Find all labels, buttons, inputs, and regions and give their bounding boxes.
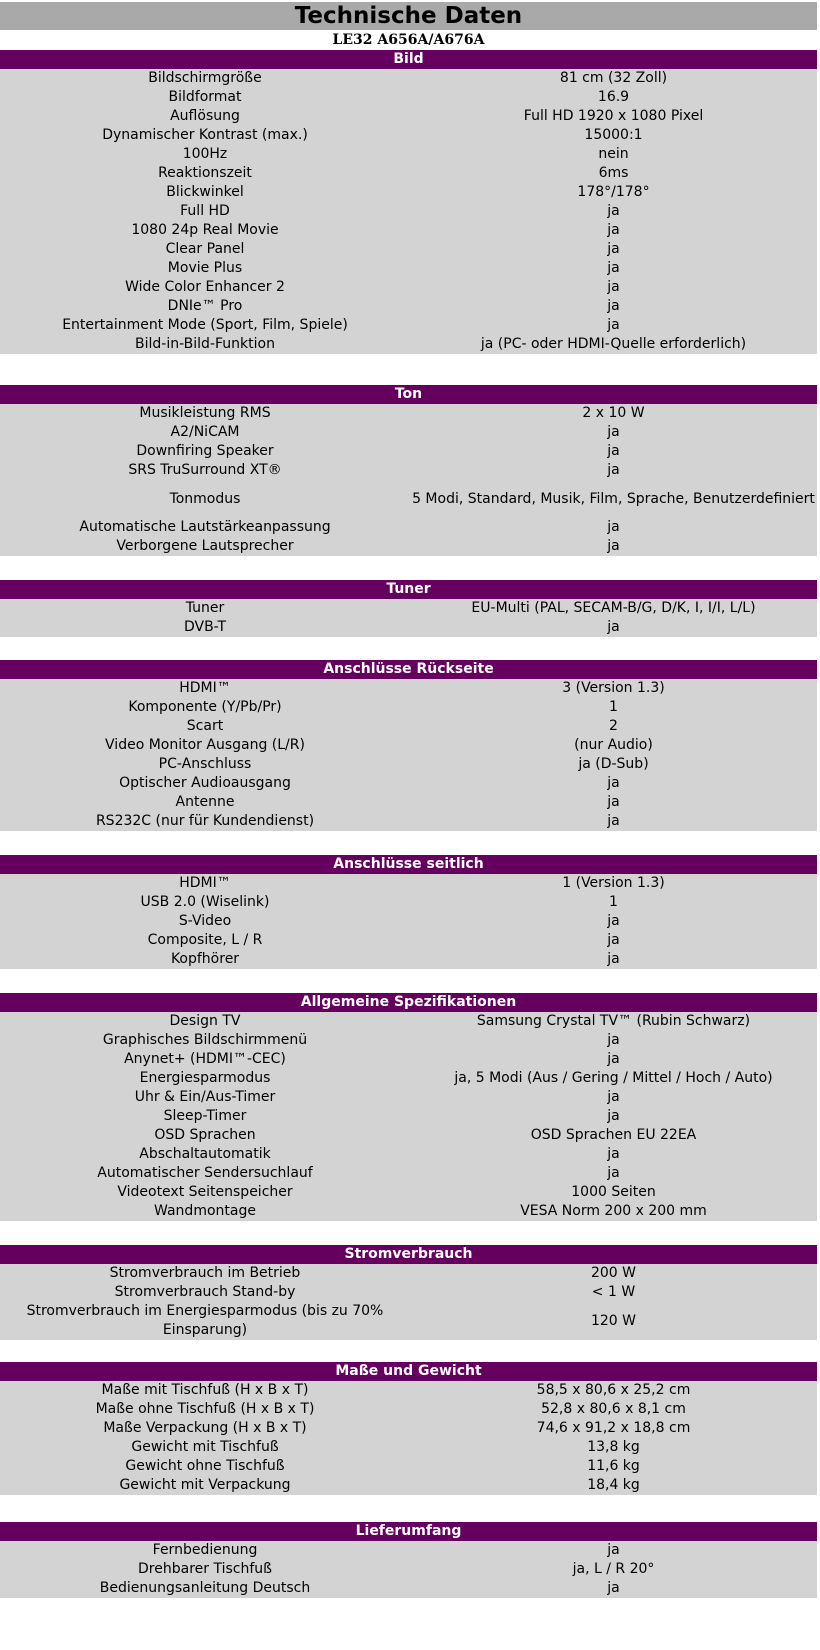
spec-value: ja [607, 951, 620, 967]
spec-row [0, 755, 817, 774]
spec-row [0, 316, 817, 335]
spec-label: Optischer Audioausgang [119, 775, 291, 791]
spec-row [0, 1302, 817, 1340]
spec-value: ja [607, 241, 620, 257]
spec-label: Anynet+ (HDMI™-CEC) [124, 1051, 286, 1067]
spec-row [0, 1381, 817, 1400]
spec-value: 1000 Seiten [571, 1184, 656, 1200]
spec-label: RS232C (nur für Kundendienst) [95, 813, 315, 829]
spec-row [0, 297, 817, 316]
spec-label: Gewicht mit Verpackung [119, 1477, 291, 1493]
spec-value: ja [607, 619, 620, 635]
spec-row [0, 1031, 817, 1050]
spec-row [0, 278, 817, 297]
spec-label: Bildformat [168, 89, 242, 105]
spec-label: 1080 24p Real Movie [131, 222, 279, 238]
spec-row [0, 1202, 817, 1221]
spec-value: 1 [609, 894, 618, 910]
spec-label: S-Video [178, 913, 232, 929]
spec-label: Stromverbrauch Stand-by [114, 1284, 296, 1300]
spec-label: Videotext Seitenspeicher [117, 1184, 293, 1200]
spec-value: ja [607, 913, 620, 929]
spec-row [0, 599, 817, 618]
spec-label: Kopfhörer [170, 951, 240, 967]
spec-value: ja [607, 317, 620, 333]
spec-value: 200 W [590, 1265, 636, 1281]
spec-row [0, 679, 817, 698]
spec-label: Drehbarer Tischfuß [138, 1561, 272, 1577]
spec-row [0, 221, 817, 240]
section-body [0, 69, 817, 354]
spec-label: Entertainment Mode (Sport, Film, Spiele) [62, 317, 348, 333]
spec-value: 1 (Version 1.3) [562, 875, 665, 891]
spec-value: ja [607, 1165, 620, 1181]
spec-row [0, 618, 817, 637]
spec-value: ja [607, 932, 620, 948]
spec-row [0, 107, 817, 126]
spec-value: (nur Audio) [574, 737, 653, 753]
spec-row [0, 812, 817, 831]
spec-label: Wandmontage [154, 1203, 256, 1219]
spec-row [0, 88, 817, 107]
spec-label: Scart [186, 718, 224, 734]
spec-row [0, 1419, 817, 1438]
spec-value: 13,8 kg [587, 1439, 640, 1455]
spec-label: Sleep-Timer [163, 1108, 247, 1124]
spec-label: DNIe™ Pro [167, 298, 243, 314]
spec-value: ja [607, 1089, 620, 1105]
spec-row [0, 1438, 817, 1457]
page-title: Technische Daten [0, 2, 817, 30]
spec-label: Composite, L / R [147, 932, 263, 948]
spec-row [0, 1107, 817, 1126]
spec-label: Antenne [175, 794, 235, 810]
spec-label: Video Monitor Ausgang (L/R) [105, 737, 305, 753]
section-body [0, 679, 817, 831]
spec-row [0, 240, 817, 259]
spec-row [0, 874, 817, 893]
spec-label: Abschaltautomatik [139, 1146, 271, 1162]
spec-row [0, 1050, 817, 1069]
spec-row [0, 1012, 817, 1031]
spec-label: Dynamischer Kontrast (max.) [102, 127, 308, 143]
spec-row [0, 69, 817, 88]
spec-value: ja [607, 424, 620, 440]
spec-value: ja [607, 794, 620, 810]
spec-row [0, 1126, 817, 1145]
spec-value: 74,6 x 91,2 x 18,8 cm [536, 1420, 691, 1436]
spec-label: Automatischer Sendersuchlauf [97, 1165, 313, 1181]
spec-row [0, 1088, 817, 1107]
spec-value: nein [598, 146, 629, 162]
spec-value: OSD Sprachen EU 22EA [530, 1127, 697, 1143]
spec-row [0, 1069, 817, 1088]
model-number: LE32 A656A/A676A [0, 31, 817, 50]
section-header: Ton [0, 385, 817, 404]
spec-value: ja [607, 222, 620, 238]
section-header: Maße und Gewicht [0, 1362, 817, 1381]
spec-value: ja [607, 813, 620, 829]
spec-row [0, 1283, 817, 1302]
spec-label: Bildschirmgröße [148, 70, 262, 86]
section-body [0, 1541, 817, 1598]
spec-value: 3 (Version 1.3) [562, 680, 665, 696]
spec-value: ja [607, 279, 620, 295]
spec-row [0, 893, 817, 912]
spec-label: Graphisches Bildschirmmenü [102, 1032, 308, 1048]
spec-label: Maße mit Tischfuß (H x B x T) [101, 1382, 309, 1398]
spec-row [0, 736, 817, 755]
spec-label: Gewicht ohne Tischfuß [125, 1458, 285, 1474]
spec-value: ja [607, 519, 620, 535]
spec-row [0, 259, 817, 278]
spec-label: Full HD [180, 203, 230, 219]
spec-row [0, 774, 817, 793]
spec-label: Clear Panel [165, 241, 245, 257]
spec-label: Musikleistung RMS [139, 405, 271, 421]
spec-row [0, 183, 817, 202]
spec-value: EU-Multi (PAL, SECAM-B/G, D/K, I, I/I, L/L) [471, 600, 756, 616]
spec-label: Tonmodus [169, 490, 241, 507]
section-header: Anschlüsse Rückseite [0, 660, 817, 679]
spec-label: Tuner [185, 600, 225, 616]
spec-row [0, 931, 817, 950]
section-header: Stromverbrauch [0, 1245, 817, 1264]
spec-value: 2 x 10 W [582, 405, 645, 421]
spec-row [0, 480, 817, 518]
spec-row [0, 1400, 817, 1419]
spec-value: VESA Norm 200 x 200 mm [520, 1203, 707, 1219]
spec-label: Automatische Lautstärkeanpassung [79, 519, 331, 535]
spec-value: ja [607, 775, 620, 791]
spec-value: ja [607, 298, 620, 314]
spec-row [0, 793, 817, 812]
spec-row [0, 1541, 817, 1560]
spec-value: ja [607, 1146, 620, 1162]
spec-label: Gewicht mit Tischfuß [131, 1439, 279, 1455]
spec-value: Samsung Crystal TV™ (Rubin Schwarz) [476, 1013, 751, 1029]
spec-label: HDMI™ [179, 875, 231, 891]
spec-value: ja, L / R 20° [572, 1561, 655, 1577]
spec-row [0, 518, 817, 537]
spec-label: Bild-in-Bild-Funktion [135, 336, 275, 352]
spec-label: DVB-T [183, 619, 227, 635]
section-header: Lieferumfang [0, 1522, 817, 1541]
spec-row [0, 950, 817, 969]
spec-value: Full HD 1920 x 1080 Pixel [523, 108, 704, 124]
section-body [0, 874, 817, 969]
spec-label: SRS TruSurround XT® [128, 462, 282, 478]
spec-label: Reaktionszeit [158, 165, 252, 181]
spec-value: 6ms [598, 165, 629, 181]
spec-row [0, 1264, 817, 1283]
spec-row [0, 404, 817, 423]
spec-value: 11,6 kg [587, 1458, 640, 1474]
spec-row [0, 1145, 817, 1164]
spec-row [0, 202, 817, 221]
spec-row [0, 335, 817, 354]
spec-row [0, 698, 817, 717]
section-header: Bild [0, 50, 817, 69]
spec-value: ja [607, 538, 620, 554]
spec-value: 15000:1 [584, 127, 643, 143]
section-body [0, 1264, 817, 1340]
spec-value: 2 [609, 718, 618, 734]
spec-label: Blickwinkel [166, 184, 244, 200]
spec-value: 18,4 kg [587, 1477, 640, 1493]
spec-value: 58,5 x 80,6 x 25,2 cm [536, 1382, 691, 1398]
spec-value: ja [607, 443, 620, 459]
spec-row [0, 164, 817, 183]
spec-value: ja [607, 1108, 620, 1124]
section-header: Anschlüsse seitlich [0, 855, 817, 874]
section-body [0, 1381, 817, 1495]
spec-label: OSD Sprachen [154, 1127, 256, 1143]
spec-row [0, 461, 817, 480]
spec-label: Stromverbrauch im Betrieb [109, 1265, 301, 1281]
spec-label: Movie Plus [167, 260, 243, 276]
spec-row [0, 1560, 817, 1579]
spec-value: ja [607, 260, 620, 276]
spec-label: Komponente (Y/Pb/Pr) [128, 699, 282, 715]
spec-value: ja (PC- oder HDMI-Quelle erforderlich) [480, 336, 747, 352]
spec-label: 100Hz [182, 146, 228, 162]
section-body [0, 599, 817, 637]
spec-value: 178°/178° [577, 184, 650, 200]
spec-value: 81 cm (32 Zoll) [559, 70, 668, 86]
spec-value: ja [607, 1032, 620, 1048]
spec-value: < 1 W [591, 1284, 636, 1300]
spec-label: Design TV [169, 1013, 241, 1029]
spec-label: Fernbedienung [152, 1542, 258, 1558]
spec-value: ja (D-Sub) [578, 756, 649, 772]
spec-label: Downfiring Speaker [136, 443, 274, 459]
spec-label: Auflösung [170, 108, 240, 124]
spec-row [0, 1457, 817, 1476]
spec-value: 52,8 x 80,6 x 8,1 cm [541, 1401, 686, 1417]
spec-row [0, 537, 817, 556]
section-body [0, 1012, 817, 1221]
spec-row [0, 717, 817, 736]
spec-value: 16.9 [597, 89, 630, 105]
spec-row [0, 1164, 817, 1183]
spec-row [0, 442, 817, 461]
spec-label: Wide Color Enhancer 2 [125, 279, 285, 295]
spec-label: PC-Anschluss [158, 756, 252, 772]
spec-label: Stromverbrauch im Energiesparmodus (bis zu 70% Einsparung) [26, 1303, 384, 1338]
section-header: Allgemeine Spezifikationen [0, 993, 817, 1012]
spec-row [0, 423, 817, 442]
spec-label: USB 2.0 (Wiselink) [140, 894, 270, 910]
spec-row [0, 912, 817, 931]
spec-value: ja, 5 Modi (Aus / Gering / Mittel / Hoch / Auto) [454, 1070, 773, 1086]
spec-row [0, 1579, 817, 1598]
spec-label: Uhr & Ein/Aus-Timer [134, 1089, 276, 1105]
section-header: Tuner [0, 580, 817, 599]
spec-label: Energiesparmodus [139, 1070, 271, 1086]
spec-label: Verborgene Lautsprecher [116, 538, 294, 554]
section-body [0, 404, 817, 556]
spec-value: 120 W [590, 1312, 636, 1329]
spec-value: ja [607, 462, 620, 478]
spec-row [0, 145, 817, 164]
spec-value: 1 [609, 699, 618, 715]
spec-label: A2/NiCAM [170, 424, 240, 440]
spec-value: 5 Modi, Standard, Musik, Film, Sprache, Benutzerdefiniert [412, 490, 815, 507]
spec-value: ja [607, 1051, 620, 1067]
spec-value: ja [607, 203, 620, 219]
spec-label: Maße ohne Tischfuß (H x B x T) [95, 1401, 315, 1417]
spec-row [0, 126, 817, 145]
spec-row [0, 1183, 817, 1202]
spec-value: ja [607, 1542, 620, 1558]
spec-label: HDMI™ [179, 680, 231, 696]
spec-row [0, 1476, 817, 1495]
spec-value: ja [607, 1580, 620, 1596]
spec-label: Maße Verpackung (H x B x T) [103, 1420, 307, 1436]
spec-label: Bedienungsanleitung Deutsch [99, 1580, 311, 1596]
